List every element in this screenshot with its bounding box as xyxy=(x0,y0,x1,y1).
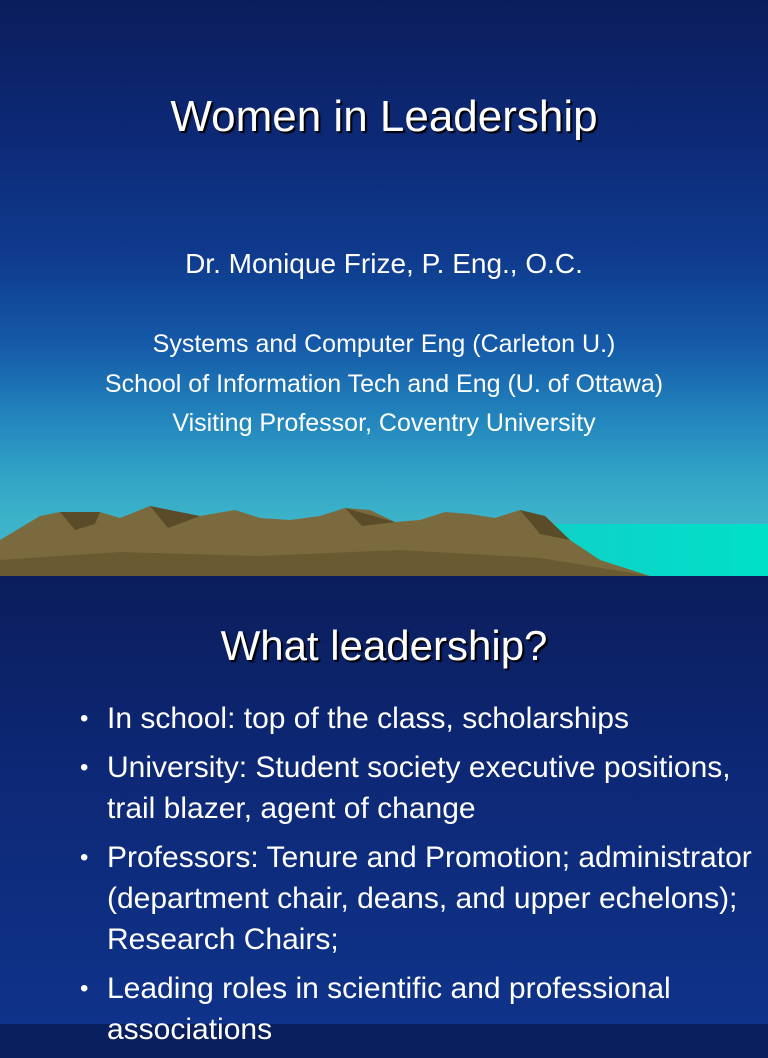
bullet-list xyxy=(0,698,768,1058)
slide-title: Women in Leadership xyxy=(170,92,598,141)
bullet-dot: • xyxy=(80,844,89,871)
bullet-text: Leading roles in scientific and professional associations xyxy=(107,972,671,1046)
bullet-dot: • xyxy=(80,975,89,1002)
mountain-range-graphic xyxy=(0,500,768,576)
affiliation-3: Visiting Professor, Coventry University xyxy=(172,409,596,437)
content-slide xyxy=(0,576,768,1046)
bullet-text: Professors: Tenure and Promotion; administrator (department chair, deans, and upper echelons); Research Chairs; xyxy=(107,841,752,956)
bullet-item xyxy=(0,837,768,960)
bullet-item xyxy=(0,698,768,739)
bullet-text: University: Student society executive positions, trail blazer, agent of change xyxy=(107,751,731,825)
affiliation-2: School of Information Tech and Eng (U. of Ottawa) xyxy=(104,370,664,398)
bullet-item xyxy=(0,968,768,1050)
author-name: Dr. Monique Frize, P. Eng., O.C. xyxy=(185,248,583,279)
bullet-item xyxy=(0,747,768,829)
slide-title: What leadership? xyxy=(220,622,548,669)
bullet-dot: • xyxy=(80,705,89,732)
bullet-text: In school: top of the class, scholarships xyxy=(107,702,629,735)
bullet-dot: • xyxy=(80,754,89,781)
affiliation-1: Systems and Computer Eng (Carleton U.) xyxy=(152,330,616,358)
